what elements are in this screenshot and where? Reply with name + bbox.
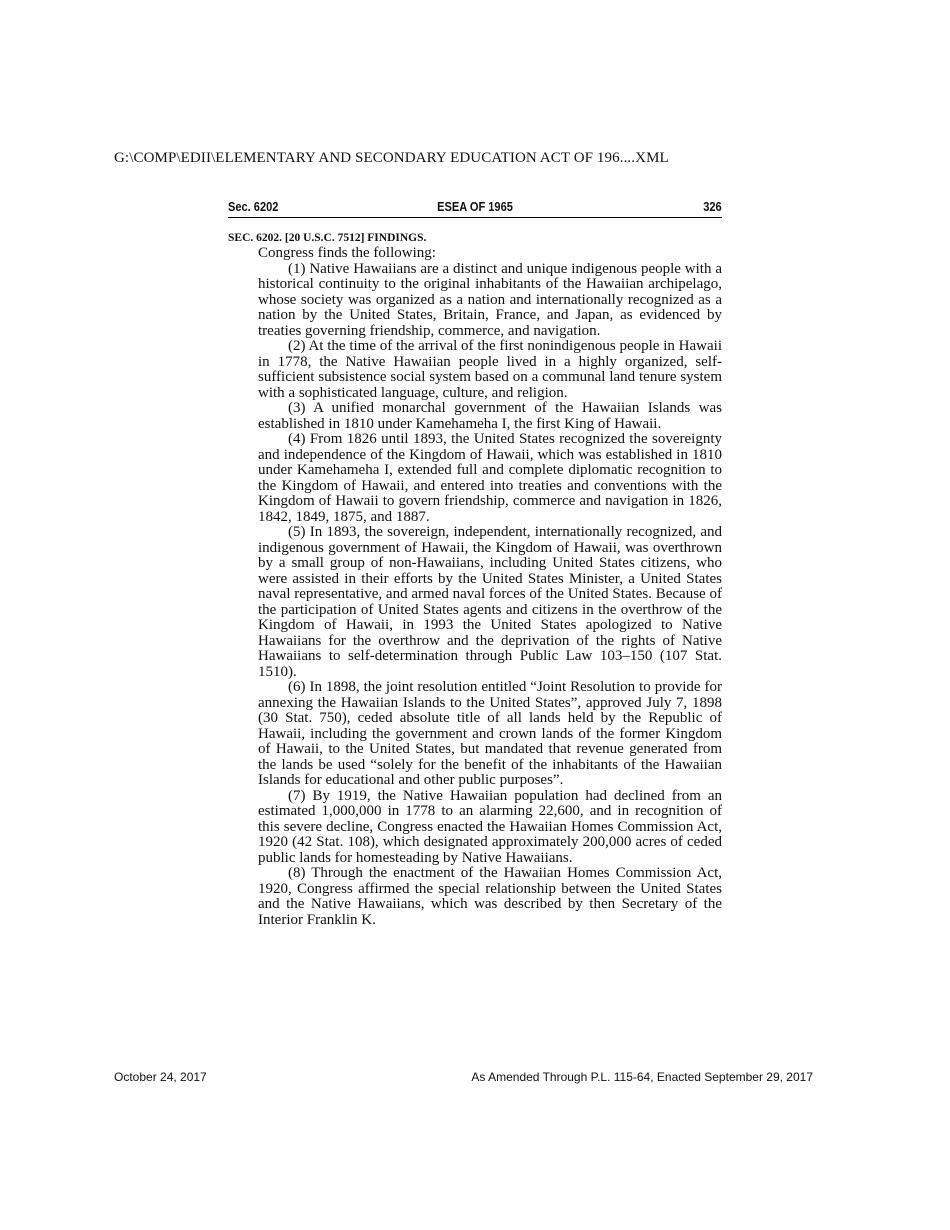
finding-paragraph: (1) Native Hawaiians are a distinct and unique indigenous people with a historical continuity to the original inhabitants of the Hawaiian archipelago, whose society was organized as a nation and internationally recognized as a nation by the United States, Britain, France, and Japan, as evidenced by treaties governing friendship, commerce, and navigation. bbox=[258, 260, 722, 339]
intro-text: Congress finds the following: bbox=[258, 245, 436, 261]
footer-date: October 24, 2017 bbox=[114, 1070, 207, 1084]
finding-paragraph: (3) A unified monarchal government of the Hawaiian Islands was established in 1810 under Kamehameha I, the first King of Hawaii. bbox=[258, 400, 722, 432]
finding-paragraph: (2) At the time of the arrival of the first nonindigenous people in Hawaii in 1778, the Native Hawaiian people lived in a highly organized, self-sufficient subsistence social system based on a communal land tenure system with a sophisticated language, culture, and religion. bbox=[258, 338, 722, 401]
finding-paragraph: (4) From 1826 until 1893, the United States recognized the sovereignty and independence of the Kingdom of Hawaii, which was established in 1810 under Kamehameha I, extended full and complete diplomatic recognition to the Kingdom of Hawaii, and entered into treaties and conventions with the Kingdom of Hawaii to govern friendship, commerce and navigation in 1826, 1842, 1849, 1875, and 1887. bbox=[258, 431, 722, 525]
document-body bbox=[228, 231, 722, 928]
header-page-number: 326 bbox=[703, 199, 722, 214]
header-title: ESEA OF 1965 bbox=[437, 199, 513, 214]
finding-paragraph: (6) In 1898, the joint resolution entitled “Joint Resolution to provide for annexing the Hawaiian Islands to the United States”, approved July 7, 1898 (30 Stat. 750), ceded absolute title of all lands held by the Republic of Hawaii, including the government and crown lands of the former Kingdom of Hawaii, to the United States, but mandated that revenue generated from the lands be used “solely for the benefit of the inhabitants of the Hawaiian Islands for educational and other public purposes”. bbox=[258, 679, 722, 788]
file-path: G:\COMP\EDII\ELEMENTARY AND SECONDARY EDUCATION ACT OF 196....XML bbox=[114, 150, 669, 166]
header-section: Sec. 6202 bbox=[228, 199, 279, 214]
finding-paragraph: (8) Through the enactment of the Hawaiian Homes Commission Act, 1920, Congress affirmed the special relationship between the United States and the Native Hawaiians, which was described by then Secretary of the Interior Franklin K. bbox=[258, 865, 722, 928]
footer-amended: As Amended Through P.L. 115-64, Enacted September 29, 2017 bbox=[471, 1070, 813, 1084]
finding-paragraph: (5) In 1893, the sovereign, independent, internationally recognized, and indigenous government of Hawaii, the Kingdom of Hawaii, was overthrown by a small group of non-Hawaiians, including United States citizens, who were assisted in their efforts by the United States Minister, a United States naval representative, and armed naval forces of the United States. Because of the participation of United States agents and citizens in the overthrow of the Kingdom of Hawaii, in 1993 the United States apologized to Native Hawaiians for the overthrow and the deprivation of the rights of Native Hawaiians to self-determination through Public Law 103–150 (107 Stat. 1510). bbox=[258, 524, 722, 680]
page-header bbox=[228, 199, 722, 218]
finding-paragraph: (7) By 1919, the Native Hawaiian population had declined from an estimated 1,000,000 in 1778 to an alarming 22,600, and in recognition of this severe decline, Congress enacted the Hawaiian Homes Commission Act, 1920 (42 Stat. 108), which designated approximately 200,000 acres of ceded public lands for homesteading by Native Hawaiians. bbox=[258, 787, 722, 866]
section-heading: SEC. 6202. [20 U.S.C. 7512] FINDINGS. bbox=[228, 232, 427, 244]
